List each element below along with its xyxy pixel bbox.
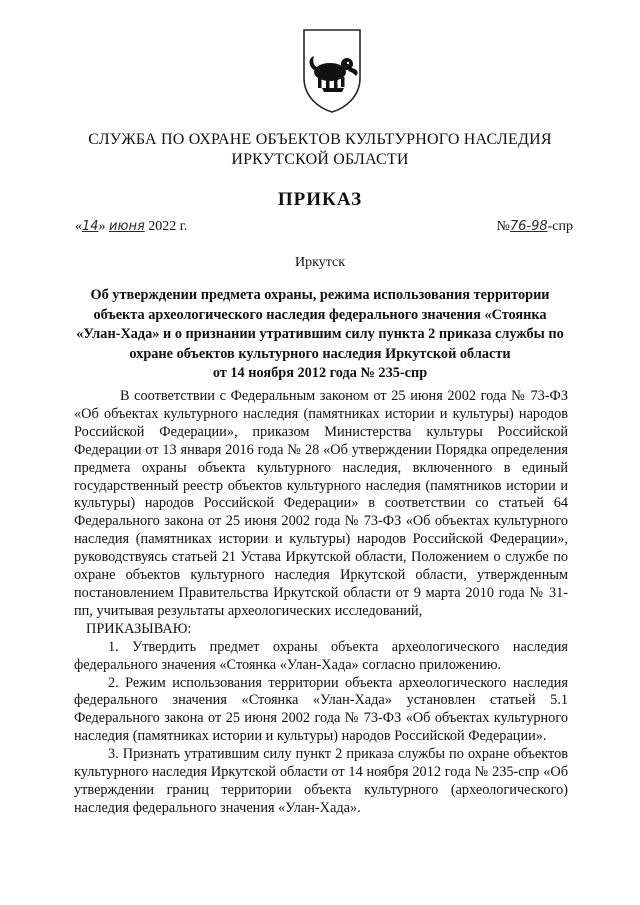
preamble-paragraph: В соответствии с Федеральным законом от 25 июня 2002 года № 73-ФЗ «Об объектах культурного наследия (памятниках истории и культуры) народов Российской Федерации», приказом Министерства культуры Российской Федерации от 13 января 2016 года № 28 «Об утверждении Порядка определения предмета охраны объекта культурного наследия, включенного в единый государственный реестр объектов культурного наследия (памятников истории и культуры) народов Российской Федерации» в соответствии со статьей 64 Федерального закона от 25 июня 2002 года № 73-ФЗ «Об объектах культурного наследия (памятниках истории и культуры) народов Российской Федерации», руководствуясь статьей 21 Устава Иркутской области, Положением о службе по охране объектов культурного наследия Иркутской области, утвержденным постановлением Правительства Иркутской области от 9 марта 2010 года № 31-пп, учитывая результаты археологических исследований, bbox=[74, 388, 568, 619]
subject-line-5: от 14 ноября 2012 года № 235-спр bbox=[212, 365, 428, 381]
date-month-handwritten: июня bbox=[109, 219, 145, 234]
date-day-handwritten: 14 bbox=[82, 219, 99, 234]
subject-line-2: объекта археологического наследия федерального значения «Стоянка bbox=[93, 306, 547, 323]
organization-name bbox=[0, 130, 640, 170]
subject-line-1: Об утверждении предмета охраны, режима использования территории bbox=[90, 287, 550, 303]
order-date bbox=[75, 219, 187, 235]
subject-line-3: «Улан-Хада» и о признании утратившим силу пункта 2 приказа службы по bbox=[76, 326, 564, 342]
order-subject bbox=[70, 286, 570, 384]
order-number bbox=[496, 219, 573, 235]
org-line-1: СЛУЖБА ПО ОХРАНЕ ОБЪЕКТОВ КУЛЬТУРНОГО НАСЛЕДИЯ bbox=[88, 131, 552, 148]
date-close-quote: » bbox=[98, 219, 106, 234]
order-item-3: 3. Признать утратившим силу пункт 2 приказа службы по охране объектов культурного наследия Иркутской области от 14 ноября 2012 года № 235-спр «Об утверждении границ территории объекта культурного (археологического) наследия федерального значения «Улан-Хада». bbox=[74, 746, 568, 816]
number-prefix: № bbox=[496, 219, 510, 234]
decree-heading: ПРИКАЗЫВАЮ: bbox=[86, 620, 192, 637]
number-suffix: -спр bbox=[547, 219, 573, 234]
date-open-quote: « bbox=[75, 219, 82, 234]
city-name: Иркутск bbox=[294, 255, 346, 270]
order-body bbox=[74, 388, 568, 818]
org-line-2: ИРКУТСКОЙ ОБЛАСТИ bbox=[231, 151, 409, 168]
coat-of-arms-icon bbox=[300, 26, 364, 114]
date-year: 2022 г. bbox=[148, 219, 188, 234]
document-type-title: ПРИКАЗ bbox=[277, 189, 363, 210]
subject-line-4: охране объектов культурного наследия Иркутской области bbox=[129, 345, 511, 362]
order-item-1: 1. Утвердить предмет охраны объекта археологического наследия федерального значения «Стоянка «Улан-Хада» согласно приложению. bbox=[74, 638, 568, 673]
order-item-2: 2. Режим использования территории объекта археологического наследия федерального значения «Стоянка «Улан-Хада» установлен статьей 5.1 Федерального закона от 25 июня 2002 года № 73-ФЗ «Об объектах культурного наследия (памятниках истории и культуры) народов Российской Федерации». bbox=[74, 674, 568, 745]
number-handwritten: 76-98 bbox=[509, 219, 548, 234]
